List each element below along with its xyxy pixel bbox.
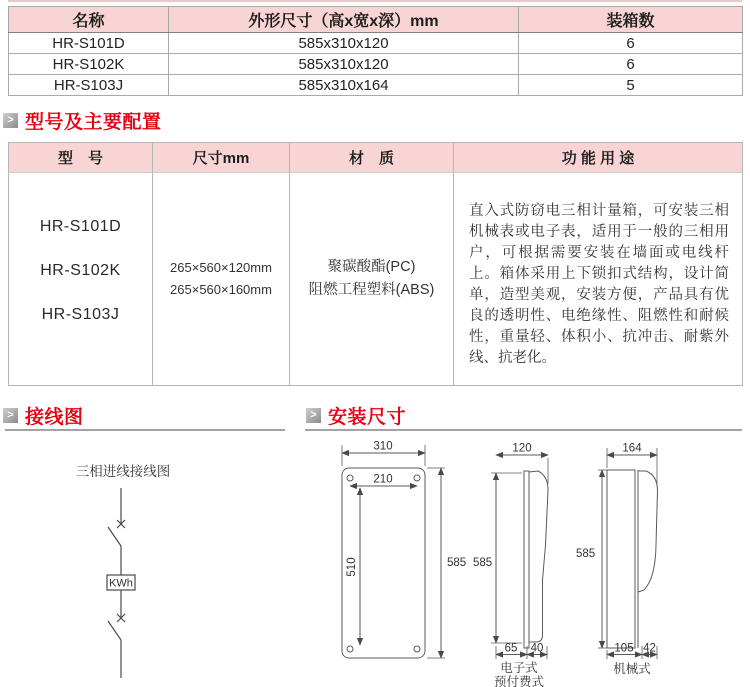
- table-header-row: [9, 143, 743, 173]
- table-row: [9, 75, 743, 96]
- cell-materials: [290, 173, 454, 386]
- top-divider: [8, 0, 742, 2]
- model-item: HR-S102K: [40, 262, 121, 279]
- dim-front-hole-span: 210: [373, 473, 393, 486]
- cell-models: [9, 173, 153, 386]
- cell-sizes: [153, 173, 290, 386]
- section-title: 接线图: [25, 407, 84, 428]
- caption-prepaid: 预付费式: [493, 675, 545, 687]
- col-header-material: 材 质: [290, 143, 454, 173]
- section-underline: [5, 429, 285, 431]
- dim-electronic-width: 120: [512, 442, 532, 455]
- caption-mechanical: 机械式: [613, 662, 651, 676]
- front-view-drawing: [342, 445, 445, 658]
- dim-front-inner-height: 510: [346, 557, 358, 577]
- col-header-packqty: 装箱数: [519, 7, 743, 33]
- table-header-row: [9, 7, 743, 33]
- cell-model: HR-S103J: [9, 75, 169, 96]
- chevron-right-icon: >: [3, 113, 18, 128]
- cell-dimensions: 585x310x120: [169, 33, 519, 54]
- table-row: [9, 33, 743, 54]
- col-header-name: 名称: [9, 7, 169, 33]
- chevron-right-icon: >: [3, 408, 18, 423]
- meter-label: KWh: [109, 577, 133, 590]
- section-underline: [305, 429, 742, 431]
- dim-mechanical-width: 164: [622, 442, 642, 455]
- dim-electronic-door-depth: 40: [530, 642, 544, 655]
- col-header-size: 尺寸mm: [153, 143, 290, 173]
- dim-mechanical-height: 585: [576, 548, 596, 560]
- size-item: 265×560×160mm: [170, 282, 272, 297]
- section-wiring: [3, 402, 84, 429]
- model-item: HR-S101D: [39, 218, 122, 235]
- model-list: [9, 218, 152, 324]
- cell-packqty: 6: [519, 54, 743, 75]
- cell-function: [454, 173, 743, 386]
- col-header-dimensions: 外形尺寸（高x宽x深）mm: [169, 7, 519, 33]
- material-list: [290, 256, 453, 302]
- size-list: [153, 257, 289, 301]
- dim-electronic-height: 585: [473, 557, 493, 569]
- size-item: 265×560×120mm: [170, 260, 272, 275]
- material-item: 聚碳酸酯(PC): [327, 259, 416, 275]
- wiring-diagram-title: 三相进线接线图: [75, 464, 171, 479]
- table-row: [9, 54, 743, 75]
- chevron-right-icon: >: [306, 408, 321, 423]
- section-title: 型号及主要配置: [25, 112, 162, 133]
- wiring-diagram: [5, 440, 290, 687]
- dim-electronic-body-depth: 65: [504, 642, 518, 655]
- col-header-function: 功 能 用 途: [454, 143, 743, 173]
- packing-spec-table: [8, 6, 743, 96]
- cell-model: HR-S102K: [9, 54, 169, 75]
- cell-dimensions: 585x310x164: [169, 75, 519, 96]
- model-config-table: [8, 142, 743, 386]
- section-models-config: [3, 107, 162, 134]
- dim-mechanical-door-depth: 42: [643, 642, 656, 655]
- installation-drawings: [305, 440, 742, 687]
- table-body-row: [9, 173, 743, 386]
- model-item: HR-S103J: [41, 306, 120, 323]
- cell-dimensions: 585x310x120: [169, 54, 519, 75]
- electronic-view-drawing: [491, 455, 548, 659]
- material-item: 阻燃工程塑料(ABS): [308, 282, 435, 298]
- dim-front-height: 585: [447, 557, 467, 569]
- mechanical-view-drawing: [598, 448, 658, 659]
- cell-packqty: 5: [519, 75, 743, 96]
- section-install-dims: [306, 402, 406, 429]
- col-header-model: 型 号: [9, 143, 153, 173]
- dim-front-width: 310: [373, 440, 393, 453]
- cell-packqty: 6: [519, 33, 743, 54]
- function-description: 直入式防窃电三相计量箱，可安装三相机械表或电子表，适用于一般的三相用户，可根据需要安装在墙面或电线杆上。箱体采用上下锁扣式结构，设计简单，造型美观，安装方便，产品具有优良的透明性、电绝缘性、阻燃性和耐候性，重量轻、体积小、抗冲击、耐紫外线、抗老化。: [469, 202, 729, 366]
- caption-electronic: 电子式: [500, 661, 538, 675]
- dim-mechanical-body-depth: 105: [614, 642, 634, 655]
- section-title: 安装尺寸: [328, 407, 407, 428]
- cell-model: HR-S101D: [9, 33, 169, 54]
